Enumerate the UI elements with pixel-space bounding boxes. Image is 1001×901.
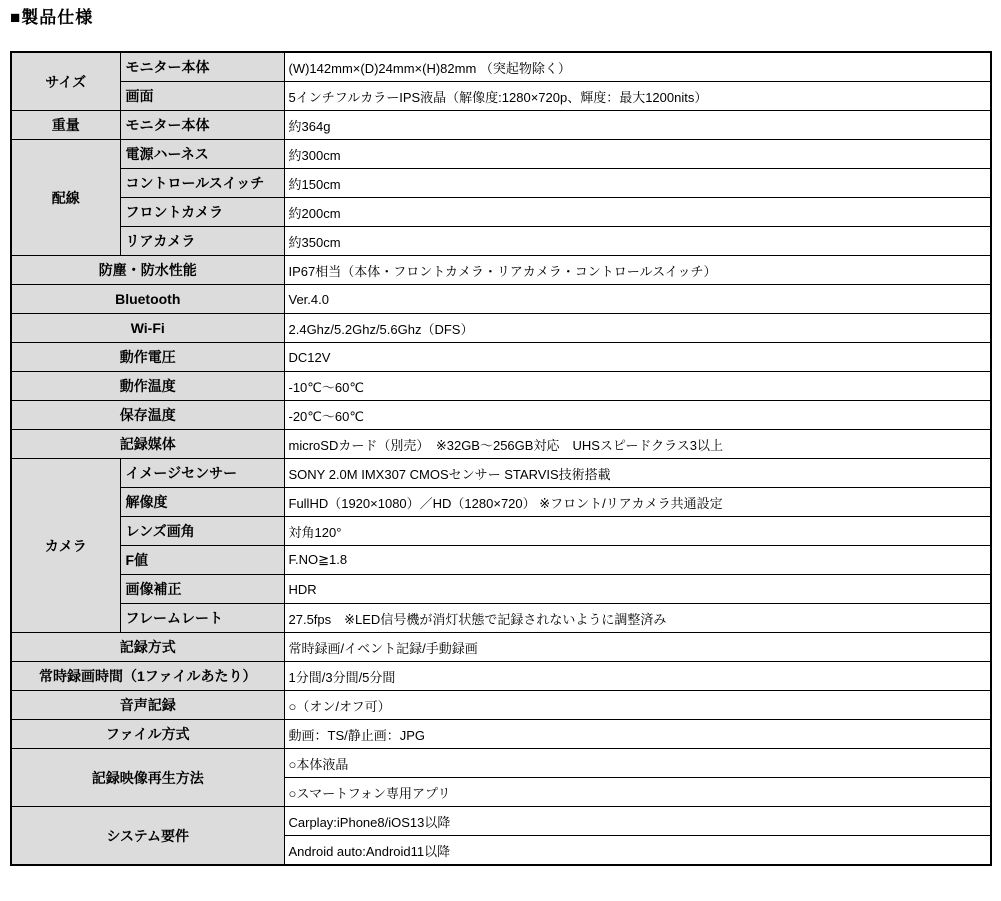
spec-label-playback: 記録映像再生方法	[11, 749, 284, 807]
spec-sublabel-wiring-switch: コントロールスイッチ	[120, 169, 284, 198]
table-row	[11, 198, 991, 227]
table-row	[11, 749, 991, 778]
table-row	[11, 372, 991, 401]
table-row	[11, 430, 991, 459]
spec-value-playback-app: ○スマートフォン専用アプリ	[284, 778, 991, 807]
spec-value-camera-resolution: FullHD（1920×1080）／HD（1280×720） ※フロント/リアカメラ共通設定	[284, 488, 991, 517]
spec-value-media: microSDカード（別売） ※32GB～256GB対応 UHSスピードクラス3以上	[284, 430, 991, 459]
table-row	[11, 52, 991, 82]
spec-label-rec-time: 常時録画時間（1ファイルあたり）	[11, 662, 284, 691]
spec-label-file-format: ファイル方式	[11, 720, 284, 749]
spec-sublabel-camera-fvalue: F値	[120, 546, 284, 575]
spec-label-system-req: システム要件	[11, 807, 284, 866]
spec-value-file-format: 動画：TS/静止画：JPG	[284, 720, 991, 749]
spec-label-rec-method: 記録方式	[11, 633, 284, 662]
table-row	[11, 82, 991, 111]
table-row	[11, 227, 991, 256]
table-row	[11, 314, 991, 343]
spec-value-wiring-front: 約200cm	[284, 198, 991, 227]
spec-value-wifi: 2.4Ghz/5.2Ghz/5.6Ghz（DFS）	[284, 314, 991, 343]
spec-group-size: サイズ	[11, 52, 120, 111]
spec-value-audio: ○（オン/オフ可）	[284, 691, 991, 720]
spec-label-audio: 音声記録	[11, 691, 284, 720]
table-row	[11, 807, 991, 836]
table-row	[11, 140, 991, 169]
spec-value-rec-method: 常時録画/イベント記録/手動録画	[284, 633, 991, 662]
spec-value-camera-correction: HDR	[284, 575, 991, 604]
spec-group-camera: カメラ	[11, 459, 120, 633]
spec-sublabel-wiring-power: 電源ハーネス	[120, 140, 284, 169]
spec-group-weight: 重量	[11, 111, 120, 140]
spec-sublabel-wiring-front: フロントカメラ	[120, 198, 284, 227]
table-row	[11, 575, 991, 604]
spec-value-weight-monitor: 約364g	[284, 111, 991, 140]
spec-sublabel-size-screen: 画面	[120, 82, 284, 111]
table-row	[11, 256, 991, 285]
spec-value-wiring-power: 約300cm	[284, 140, 991, 169]
spec-sublabel-camera-resolution: 解像度	[120, 488, 284, 517]
spec-sublabel-weight-monitor: モニター本体	[120, 111, 284, 140]
spec-value-size-screen: 5インチフルカラーIPS液晶（解像度:1280×720p、輝度：最大1200nits）	[284, 82, 991, 111]
spec-value-system-req-android: Android auto:Android11以降	[284, 836, 991, 866]
spec-value-wiring-rear: 約350cm	[284, 227, 991, 256]
table-row	[11, 285, 991, 314]
spec-label-op-temp: 動作温度	[11, 372, 284, 401]
spec-value-playback-lcd: ○本体液晶	[284, 749, 991, 778]
spec-value-system-req-ios: Carplay:iPhone8/iOS13以降	[284, 807, 991, 836]
spec-value-camera-framerate: 27.5fps ※LED信号機が消灯状態で記録されないように調整済み	[284, 604, 991, 633]
spec-sublabel-camera-framerate: フレームレート	[120, 604, 284, 633]
spec-value-bluetooth: Ver.4.0	[284, 285, 991, 314]
table-row	[11, 343, 991, 372]
table-row	[11, 401, 991, 430]
spec-value-camera-lens: 対角120°	[284, 517, 991, 546]
spec-label-voltage: 動作電圧	[11, 343, 284, 372]
spec-label-media: 記録媒体	[11, 430, 284, 459]
spec-sublabel-camera-lens: レンズ画角	[120, 517, 284, 546]
spec-value-op-temp: -10℃～60℃	[284, 372, 991, 401]
table-row	[11, 111, 991, 140]
spec-label-wifi: Wi-Fi	[11, 314, 284, 343]
table-row	[11, 459, 991, 488]
spec-sublabel-wiring-rear: リアカメラ	[120, 227, 284, 256]
spec-value-dustproof: IP67相当（本体・フロントカメラ・リアカメラ・コントロールスイッチ）	[284, 256, 991, 285]
table-row	[11, 720, 991, 749]
table-row	[11, 633, 991, 662]
table-row	[11, 169, 991, 198]
table-row	[11, 662, 991, 691]
table-row	[11, 488, 991, 517]
spec-label-dustproof: 防塵・防水性能	[11, 256, 284, 285]
spec-group-wiring: 配線	[11, 140, 120, 256]
spec-sublabel-camera-correction: 画像補正	[120, 575, 284, 604]
spec-value-voltage: DC12V	[284, 343, 991, 372]
spec-value-wiring-switch: 約150cm	[284, 169, 991, 198]
spec-value-camera-fvalue: F.NO≧1.8	[284, 546, 991, 575]
page-title: ■製品仕様	[10, 8, 94, 27]
table-row	[11, 517, 991, 546]
spec-value-rec-time: 1分間/3分間/5分間	[284, 662, 991, 691]
spec-value-size-monitor: (W)142mm×(D)24mm×(H)82mm （突起物除く）	[284, 52, 991, 82]
spec-value-camera-sensor: SONY 2.0M IMX307 CMOSセンサー STARVIS技術搭載	[284, 459, 991, 488]
spec-label-bluetooth: Bluetooth	[11, 285, 284, 314]
spec-sublabel-size-monitor: モニター本体	[120, 52, 284, 82]
table-row	[11, 546, 991, 575]
table-row	[11, 691, 991, 720]
spec-table	[10, 51, 992, 866]
spec-sublabel-camera-sensor: イメージセンサー	[120, 459, 284, 488]
table-row	[11, 604, 991, 633]
spec-label-storage-temp: 保存温度	[11, 401, 284, 430]
spec-value-storage-temp: -20℃～60℃	[284, 401, 991, 430]
